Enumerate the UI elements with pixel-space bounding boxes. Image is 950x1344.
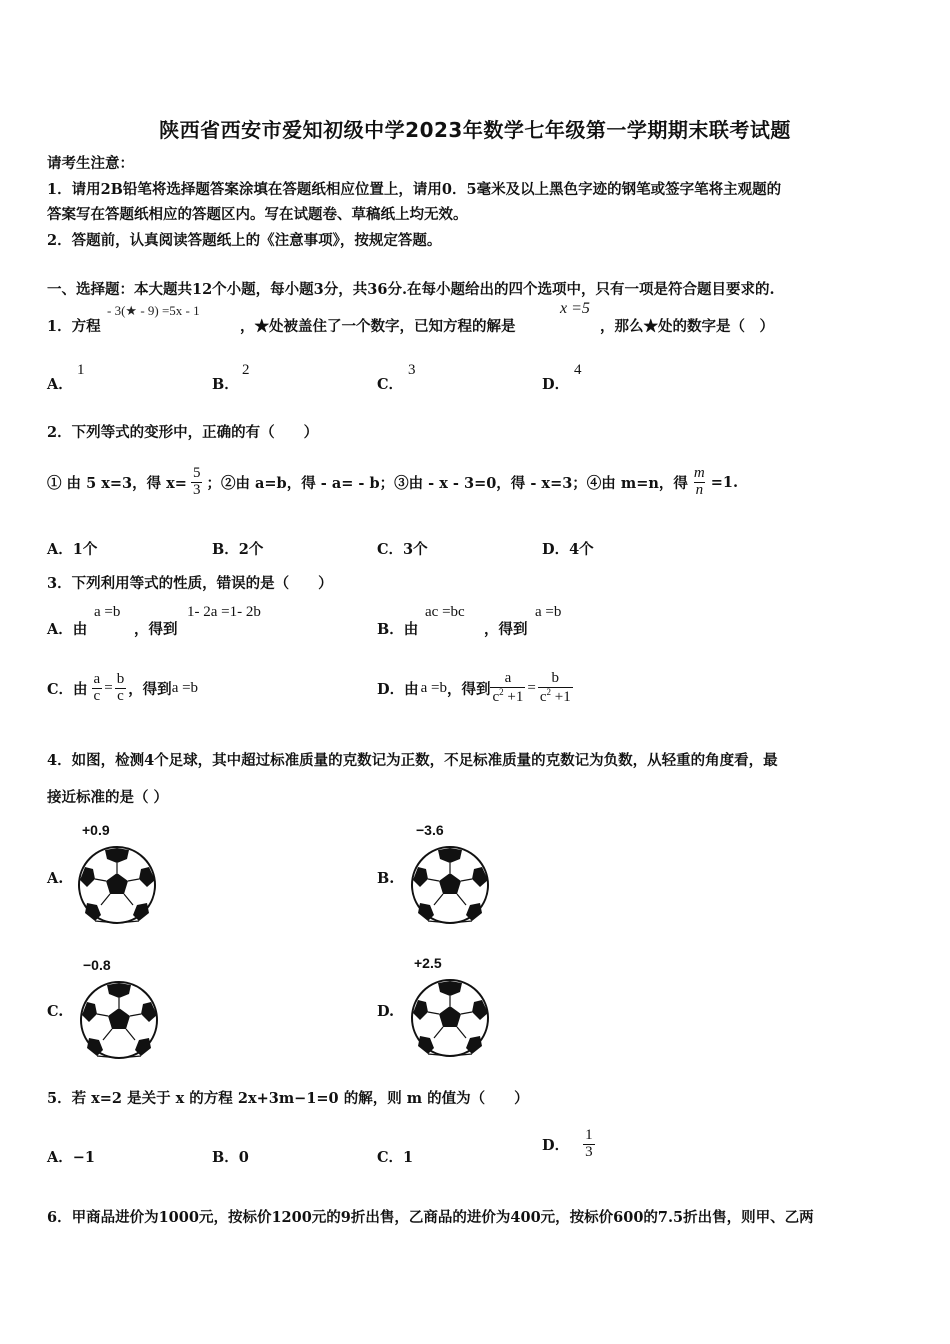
notice-heading: 请考生注意： (47, 155, 134, 172)
q5-option-c-value: 1 (403, 1149, 414, 1166)
q1-option-a-label: A． (47, 376, 73, 393)
q5-option-d (542, 1122, 595, 1166)
q1-solution: x =5 (560, 300, 590, 317)
q3-option-c-label: C．由 (47, 680, 88, 698)
q4-option-c-value: −0.8 (83, 957, 111, 973)
notice-line-1a: 1．请用2B铅笔将选择题答案涂填在答题纸相应位置上，请用0．5毫米及以上黑色字迹的钢笔或签字笔将主观题的 (47, 181, 782, 198)
q2-part-3: =1. (710, 473, 739, 491)
q3-option-b-mid: ，得到 (484, 621, 528, 638)
q3-option-b-label: B．由 (377, 621, 419, 638)
q1-equation: - 3(★ - 9) =5x - 1 (107, 303, 200, 318)
q4-option-d-value: +2.5 (414, 955, 442, 971)
q2-statements (47, 453, 738, 511)
section-heading: 一、选择题：本大题共12个小题，每小题3分，共36分.在每小题给出的四个选项中，只有一项是符合题目要求的. (47, 281, 775, 298)
soccer-ball-icon (79, 980, 159, 1060)
notice-line-2: 2．答题前，认真阅读答题纸上的《注意事项》，按规定答题。 (47, 232, 442, 249)
q1-suffix: ，那么★处的数字是（ ） (600, 318, 774, 335)
q5-option-a-value: −1 (72, 1149, 96, 1166)
q1-option-b-label: B． (212, 376, 239, 393)
q3-option-c-num-1: a (93, 670, 101, 687)
q2-option-d-value: 4个 (569, 541, 594, 558)
q5-option-a (47, 1146, 95, 1167)
q4-stem-line-2: 接近标准的是（ ） (47, 789, 169, 806)
q3-option-c-den-2: c (117, 687, 124, 704)
q2-option-c-value: 3个 (403, 541, 428, 558)
q2-option-c (377, 538, 428, 559)
q3-option-d-equals: = (527, 679, 536, 696)
q3-option-c-num-2: b (116, 670, 125, 687)
q5-option-b (212, 1146, 249, 1167)
q2-option-b-value: 2个 (238, 541, 264, 558)
q1-mid: ，★处被盖住了一个数字，已知方程的解是 (240, 318, 516, 335)
q2-fraction-1 (191, 466, 203, 499)
q2-option-a (47, 538, 97, 559)
q5-option-c (377, 1146, 413, 1167)
q3-option-c (47, 662, 198, 714)
q2-fraction-1-denominator: 3 (192, 481, 201, 498)
q3-stem: 3．下列利用等式的性质，错误的是（ ） (47, 575, 333, 592)
q1-option-c-value: 3 (408, 362, 416, 378)
q1-option-c-label: C． (377, 376, 404, 393)
q3-option-d-den-1 (490, 687, 525, 706)
q3-option-d-den-1-base: c (492, 688, 500, 705)
q3-option-c-fraction-1 (92, 672, 103, 705)
q4-option-c-label: C. (47, 1003, 64, 1020)
q1-option-d-value: 4 (574, 362, 582, 378)
q2-option-d-label: D． (542, 541, 570, 558)
q4-option-b-value: −3.6 (416, 822, 444, 838)
q3-option-a-result: 1- 2a =1- 2b (187, 604, 261, 620)
q3-option-d-den-2 (538, 687, 573, 706)
q2-fraction-2-denominator: n (695, 481, 704, 498)
q4-option-d-label: D. (377, 1003, 395, 1020)
soccer-ball-icon (410, 978, 490, 1058)
q3-option-d-label: D．由 (377, 680, 419, 698)
q2-fraction-2-numerator: m (693, 464, 705, 481)
q3-option-d-den-2-tail: +1 (550, 688, 571, 705)
q1-prefix: 1．方程 (47, 318, 101, 335)
q3-option-b-condition: ac =bc (425, 604, 465, 620)
q5-option-d-denominator: 3 (585, 1143, 593, 1160)
notice-line-1b: 答案写在答题纸相应的答题区内。写在试题卷、草稿纸上均无效。 (47, 206, 468, 223)
q5-option-d-label: D． (542, 1136, 570, 1154)
q3-option-d-den-2-base: c (539, 688, 547, 705)
q5-option-a-label: A． (47, 1149, 73, 1166)
q3-option-d-den-2-exp: 2 (546, 686, 551, 697)
q2-option-a-label: A． (47, 541, 73, 558)
page-title: 陕西省西安市爱知初级中学2023年数学七年级第一学期期末联考试题 (159, 118, 791, 142)
q3-option-b-result: a =b (535, 604, 562, 620)
q3-option-d-condition: a =b (420, 679, 447, 696)
q4-option-a-label: A. (47, 870, 64, 887)
q1-option-b-value: 2 (242, 362, 250, 378)
q5-option-b-label: B． (212, 1149, 239, 1166)
q3-option-c-fraction-2 (115, 672, 127, 705)
q3-option-d-mid: ，得到 (446, 680, 491, 698)
q3-option-d-den-1-tail: +1 (503, 688, 524, 705)
q2-stem: 2．下列等式的变形中，正确的有（ ） (47, 424, 319, 441)
q4-stem-line-1: 4．如图，检测4个足球，其中超过标准质量的克数记为正数，不足标准质量的克数记为负数，从轻重的角度看，最 (47, 752, 778, 769)
q3-option-c-equals: = (104, 679, 113, 696)
q5-option-b-value: 0 (238, 1149, 249, 1166)
q2-option-a-value: 1个 (72, 541, 98, 558)
q3-option-a-label: A．由 (47, 621, 88, 638)
q3-option-d-den-1-exp: 2 (499, 686, 504, 697)
q4-option-a-value: +0.9 (82, 822, 110, 838)
q2-option-d (542, 538, 594, 559)
q1-option-a-value: 1 (77, 362, 85, 378)
q2-part-2: ；②由 a=b，得 - a= - b；③由 - x - 3=0，得 - x=3；④由 m=n，得 (206, 474, 688, 492)
q3-option-d-num-1: a (504, 669, 512, 686)
q3-option-d-fraction-2 (538, 671, 573, 706)
q3-option-d-fraction-1 (490, 671, 525, 706)
q5-option-d-numerator: 1 (585, 1126, 593, 1143)
q2-option-b-label: B． (212, 541, 239, 558)
q1-option-d-label: D． (542, 376, 570, 393)
q6-stem: 6．甲商品进价为1000元，按标价1200元的9折出售，乙商品的进价为400元，按标价600的7.5折出售，则甲、乙两 (47, 1209, 814, 1226)
q3-option-c-den-1: c (93, 687, 101, 704)
q2-fraction-1-numerator: 5 (192, 464, 201, 481)
q3-option-a-mid: ，得到 (134, 621, 178, 638)
q2-option-c-label: C． (377, 541, 404, 558)
q3-option-d (377, 662, 573, 714)
q3-option-a-condition: a =b (94, 604, 121, 620)
q2-fraction-2 (692, 466, 707, 499)
soccer-ball-icon (410, 845, 490, 925)
q3-option-c-result: a =b (171, 679, 199, 696)
q5-option-d-fraction (583, 1128, 595, 1161)
q2-part-1: ① 由 5 x=3，得 x= (47, 474, 187, 492)
q3-option-c-mid: ，得到 (128, 680, 172, 698)
q5-option-c-label: C． (377, 1149, 404, 1166)
q5-stem: 5．若 x=2 是关于 x 的方程 2x+3m−1=0 的解，则 m 的值为（ ） (47, 1090, 529, 1107)
soccer-ball-icon (77, 845, 157, 925)
q3-option-d-num-2: b (551, 669, 559, 686)
q4-option-b-label: B. (377, 870, 395, 887)
q2-option-b (212, 538, 263, 559)
